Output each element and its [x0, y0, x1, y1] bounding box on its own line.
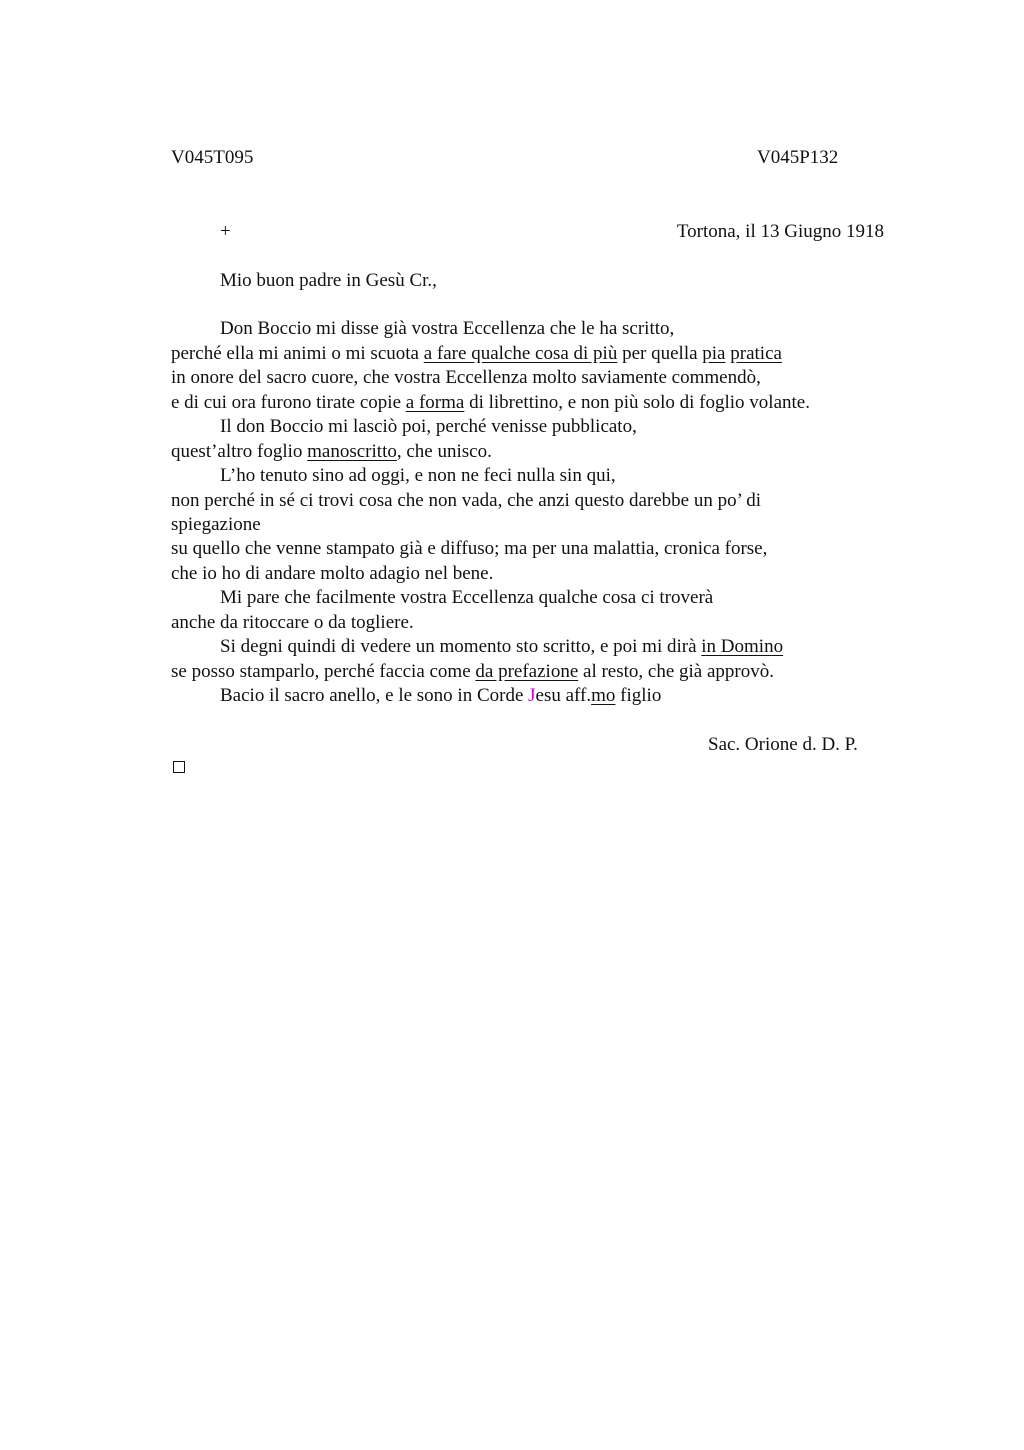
text-segment: L’ho tenuto sino ad oggi, e non ne feci nulla sin qui,: [220, 465, 616, 486]
body-line: [220, 586, 713, 610]
underlined-text: a fare qualche cosa di più: [423, 343, 618, 364]
body-line: [171, 342, 782, 366]
text-segment: esu aff.: [535, 685, 592, 706]
text-segment: spiegazione: [171, 514, 261, 535]
salutation: Mio buon padre in Gesù Cr.,: [220, 270, 437, 291]
text-segment: quest’altro foglio: [171, 441, 308, 462]
body-line: [220, 635, 783, 659]
body-line: [220, 684, 661, 708]
text-segment: per quella: [617, 343, 703, 364]
text-segment: anche da ritoccare o da togliere.: [171, 612, 414, 633]
text-segment: se posso stamparlo, perché faccia come: [171, 661, 476, 682]
text-segment: Mi pare che facilmente vostra Eccellenza qualche cosa ci troverà: [220, 587, 714, 608]
text-segment: di librettino, e non più solo di foglio volante.: [464, 392, 810, 413]
body-line: [171, 366, 761, 390]
document-code-left: V045T095: [171, 147, 254, 168]
text-segment: perché ella mi animi o mi scuota: [171, 343, 424, 364]
square-outline-icon: [173, 761, 185, 773]
body-line: [220, 464, 616, 488]
text-segment: , che unisco.: [396, 441, 492, 462]
text-segment: Don Boccio mi disse già vostra Eccellenza che le ha scritto,: [220, 318, 675, 339]
text-segment: al resto, che già approvò.: [578, 661, 774, 682]
underlined-text: a forma: [405, 392, 465, 413]
underlined-text: da prefazione: [475, 661, 579, 682]
signature: Sac. Orione d. D. P.: [708, 734, 858, 755]
place-date: Tortona, il 13 Giugno 1918: [676, 221, 884, 242]
text-segment: J: [528, 685, 536, 706]
body-line: [171, 391, 810, 415]
body-line: [171, 489, 761, 513]
text-segment: non perché in sé ci trovi cosa che non vada, che anzi questo darebbe un po’ di: [171, 490, 762, 511]
text-segment: Si degni quindi di vedere un momento sto scritto, e poi mi dirà: [220, 636, 702, 657]
body-line: [171, 537, 767, 561]
underlined-text: pia: [702, 343, 726, 364]
body-line: [220, 317, 674, 341]
body-line: [220, 415, 637, 439]
body-line: [171, 611, 414, 635]
underlined-text: manoscritto: [307, 441, 397, 462]
text-segment: e di cui ora furono tirate copie: [171, 392, 406, 413]
body-line: [171, 513, 261, 537]
text-segment: figlio: [615, 685, 662, 706]
underlined-text: in Domino: [701, 636, 784, 657]
cross-mark: +: [220, 221, 231, 242]
underlined-text: pratica: [730, 343, 782, 364]
document-code-right: V045P132: [757, 147, 839, 168]
body-line: [171, 440, 492, 464]
text-segment: Il don Boccio mi lasciò poi, perché venisse pubblicato,: [220, 416, 637, 437]
text-segment: che io ho di andare molto adagio nel bene.: [171, 563, 494, 584]
underlined-text: mo: [591, 685, 616, 706]
text-segment: su quello che venne stampato già e diffuso; ma per una malattia, cronica forse,: [171, 538, 768, 559]
text-segment: in onore del sacro cuore, che vostra Eccellenza molto saviamente commendò,: [171, 367, 761, 388]
body-line: [171, 660, 774, 684]
body-line: [171, 562, 493, 586]
text-segment: Bacio il sacro anello, e le sono in Corde: [220, 685, 529, 706]
